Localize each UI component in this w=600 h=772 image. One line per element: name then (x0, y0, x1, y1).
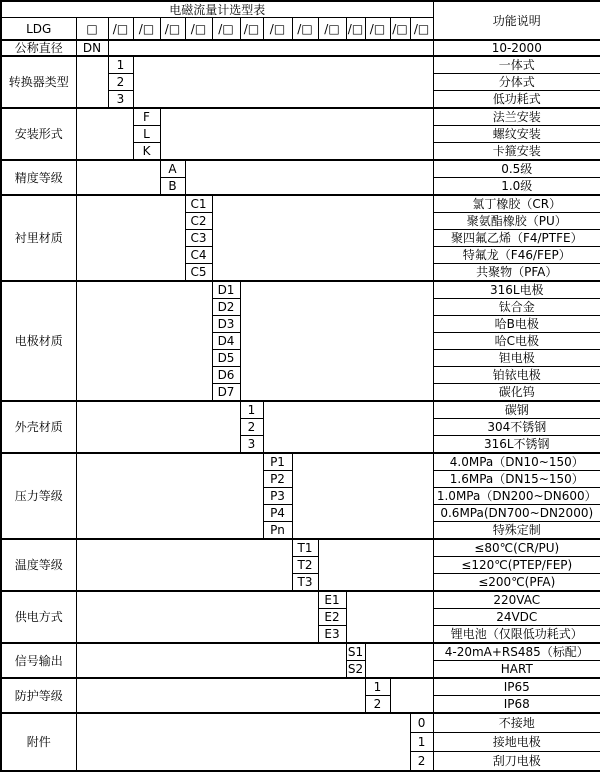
spacer-cell (76, 591, 318, 643)
model-slot: /□ (240, 18, 263, 41)
spacer-cell (185, 160, 433, 195)
row-label: 精度等级 (1, 160, 76, 195)
spacer-cell (263, 401, 433, 453)
code-cell: C2 (185, 213, 212, 230)
value-cell: 特氟龙（F46/FEP） (433, 247, 600, 264)
spacer-cell (292, 453, 433, 539)
spacer-cell (108, 40, 433, 56)
code-cell: 1 (410, 733, 433, 752)
value-cell: HART (433, 661, 600, 679)
model-slot: /□ (263, 18, 292, 41)
code-cell: P4 (263, 505, 292, 522)
spacer-cell (76, 539, 292, 591)
spacer-cell (365, 643, 433, 678)
code-cell: 2 (240, 419, 263, 436)
code-cell: D7 (212, 384, 240, 402)
row-label: 转换器类型 (1, 56, 76, 108)
value-cell: 10-2000 (433, 40, 600, 56)
code-cell: S1 (347, 645, 364, 659)
row-label: 安装形式 (1, 108, 76, 160)
spacer-cell (76, 678, 365, 713)
value-cell: 4-20mA+RS485（标配） (433, 643, 600, 661)
code-cell: 3 (108, 91, 133, 109)
model-slot: /□ (185, 18, 212, 41)
value-cell: IP68 (433, 696, 600, 714)
spacer-cell (76, 56, 108, 108)
code-cell: P2 (263, 471, 292, 488)
value-cell: 刮刀电极 (433, 752, 600, 772)
value-cell: ≤80℃(CR/PU) (433, 539, 600, 557)
code-cell: S2 (347, 662, 364, 676)
row-label: 公称直径 (1, 40, 76, 56)
code-cell: A (160, 160, 185, 178)
code-cell: DN (76, 40, 108, 56)
model-slot: /□ (292, 18, 318, 41)
value-cell: 不接地 (433, 713, 600, 733)
code-cell: D2 (212, 299, 240, 316)
code-cell: D4 (212, 333, 240, 350)
value-cell: 316L电极 (433, 281, 600, 299)
row-label: 供电方式 (1, 591, 76, 643)
row-label: 信号输出 (1, 643, 76, 678)
value-cell: 接地电极 (433, 733, 600, 752)
value-cell: 0.5级 (433, 160, 600, 178)
spacer-cell (160, 108, 433, 160)
spacer-cell (76, 401, 240, 453)
value-cell: 特殊定制 (433, 522, 600, 540)
value-cell: ≤200℃(PFA) (433, 574, 600, 592)
code-cell: C3 (185, 230, 212, 247)
spacer-cell (76, 160, 160, 195)
value-cell: 一体式 (433, 56, 600, 74)
spacer-cell (76, 195, 185, 281)
spacer-cell (240, 281, 433, 401)
model-slot: /□ (318, 18, 346, 41)
row-label: 防护等级 (1, 678, 76, 713)
model-slot: /□ (346, 18, 365, 41)
value-cell: 304不锈钢 (433, 419, 600, 436)
spacer-cell (390, 678, 433, 713)
code-cell: C1 (185, 195, 212, 213)
model-slot: /□ (212, 18, 240, 41)
code-cell: 1 (108, 56, 133, 74)
spacer-cell (318, 539, 433, 591)
value-cell: 螺纹安装 (433, 126, 600, 143)
row-label: 压力等级 (1, 453, 76, 539)
value-cell: 1.0级 (433, 178, 600, 196)
code-cell: L (133, 126, 160, 143)
code-cell: C4 (185, 247, 212, 264)
model-slot: /□ (365, 18, 390, 41)
spacer-cell (76, 453, 263, 539)
value-cell: 哈B电极 (433, 316, 600, 333)
code-cell: E1 (318, 591, 346, 609)
value-cell: 聚氨酯橡胶（PU） (433, 213, 600, 230)
row-label: 电极材质 (1, 281, 76, 401)
row-label: 外壳材质 (1, 401, 76, 453)
code-cell: D5 (212, 350, 240, 367)
model-slot: /□ (390, 18, 410, 41)
code-cell: 2 (365, 696, 390, 714)
spacer-cell (212, 195, 433, 281)
code-cell: 2 (108, 74, 133, 91)
code-cell: 2 (410, 752, 433, 772)
model-slot: /□ (410, 18, 433, 41)
value-cell: 碳化钨 (433, 384, 600, 402)
function-column-header: 功能说明 (433, 1, 600, 40)
value-cell: 哈C电极 (433, 333, 600, 350)
code-cell: C5 (185, 264, 212, 282)
code-cell: 1 (365, 678, 390, 696)
model-code-box: □ (76, 18, 108, 41)
value-cell: 低功耗式 (433, 91, 600, 109)
spacer-cell (346, 591, 433, 643)
spacer-cell (76, 713, 410, 771)
value-cell: 4.0MPa（DN10~150） (433, 453, 600, 471)
value-cell: IP65 (433, 678, 600, 696)
row-label: 附件 (1, 713, 76, 771)
code-cell: P3 (263, 488, 292, 505)
code-cell: D1 (212, 281, 240, 299)
code-cell: Pn (263, 522, 292, 540)
code-cell: T2 (292, 557, 318, 574)
value-cell: 24VDC (433, 609, 600, 626)
spacer-cell (76, 108, 133, 160)
value-cell: 1.6MPa（DN15~150） (433, 471, 600, 488)
value-cell: 共聚物（PFA） (433, 264, 600, 282)
value-cell: 锂电池（仅限低功耗式） (433, 626, 600, 644)
value-cell: 钛合金 (433, 299, 600, 316)
value-cell: 钽电极 (433, 350, 600, 367)
code-cell: 0 (410, 713, 433, 733)
code-cell: T3 (292, 574, 318, 592)
code-cell: K (133, 143, 160, 161)
value-cell: 铂铱电极 (433, 367, 600, 384)
value-cell: ≤120℃(PTEP/FEP) (433, 557, 600, 574)
code-cell: F (133, 108, 160, 126)
spacer-cell (133, 56, 433, 108)
value-cell: 220VAC (433, 591, 600, 609)
value-cell: 氯丁橡胶（CR） (433, 195, 600, 213)
code-cell: E3 (318, 626, 346, 644)
value-cell: 0.6MPa(DN700~DN2000) (433, 505, 600, 522)
page-title: 电磁流量计选型表 (1, 1, 433, 18)
code-cell: T1 (292, 539, 318, 557)
model-slot: /□ (133, 18, 160, 41)
model-slot: /□ (108, 18, 133, 41)
code-cell: 3 (240, 436, 263, 454)
value-cell: 卡箍安装 (433, 143, 600, 161)
code-cell: D6 (212, 367, 240, 384)
value-cell: 1.0MPa（DN200~DN600） (433, 488, 600, 505)
value-cell: 聚四氟乙烯（F4/PTFE） (433, 230, 600, 247)
value-cell: 碳钢 (433, 401, 600, 419)
spacer-cell (76, 281, 212, 401)
model-prefix: LDG (1, 18, 76, 41)
row-label: 温度等级 (1, 539, 76, 591)
value-cell: 316L不锈钢 (433, 436, 600, 454)
spacer-cell (76, 643, 346, 678)
row-label: 衬里材质 (1, 195, 76, 281)
code-cell: D3 (212, 316, 240, 333)
code-cell: B (160, 178, 185, 196)
code-cell: P1 (263, 453, 292, 471)
value-cell: 分体式 (433, 74, 600, 91)
code-cell: 1 (240, 401, 263, 419)
model-slot: /□ (160, 18, 185, 41)
value-cell: 法兰安装 (433, 108, 600, 126)
code-cell: E2 (318, 609, 346, 626)
